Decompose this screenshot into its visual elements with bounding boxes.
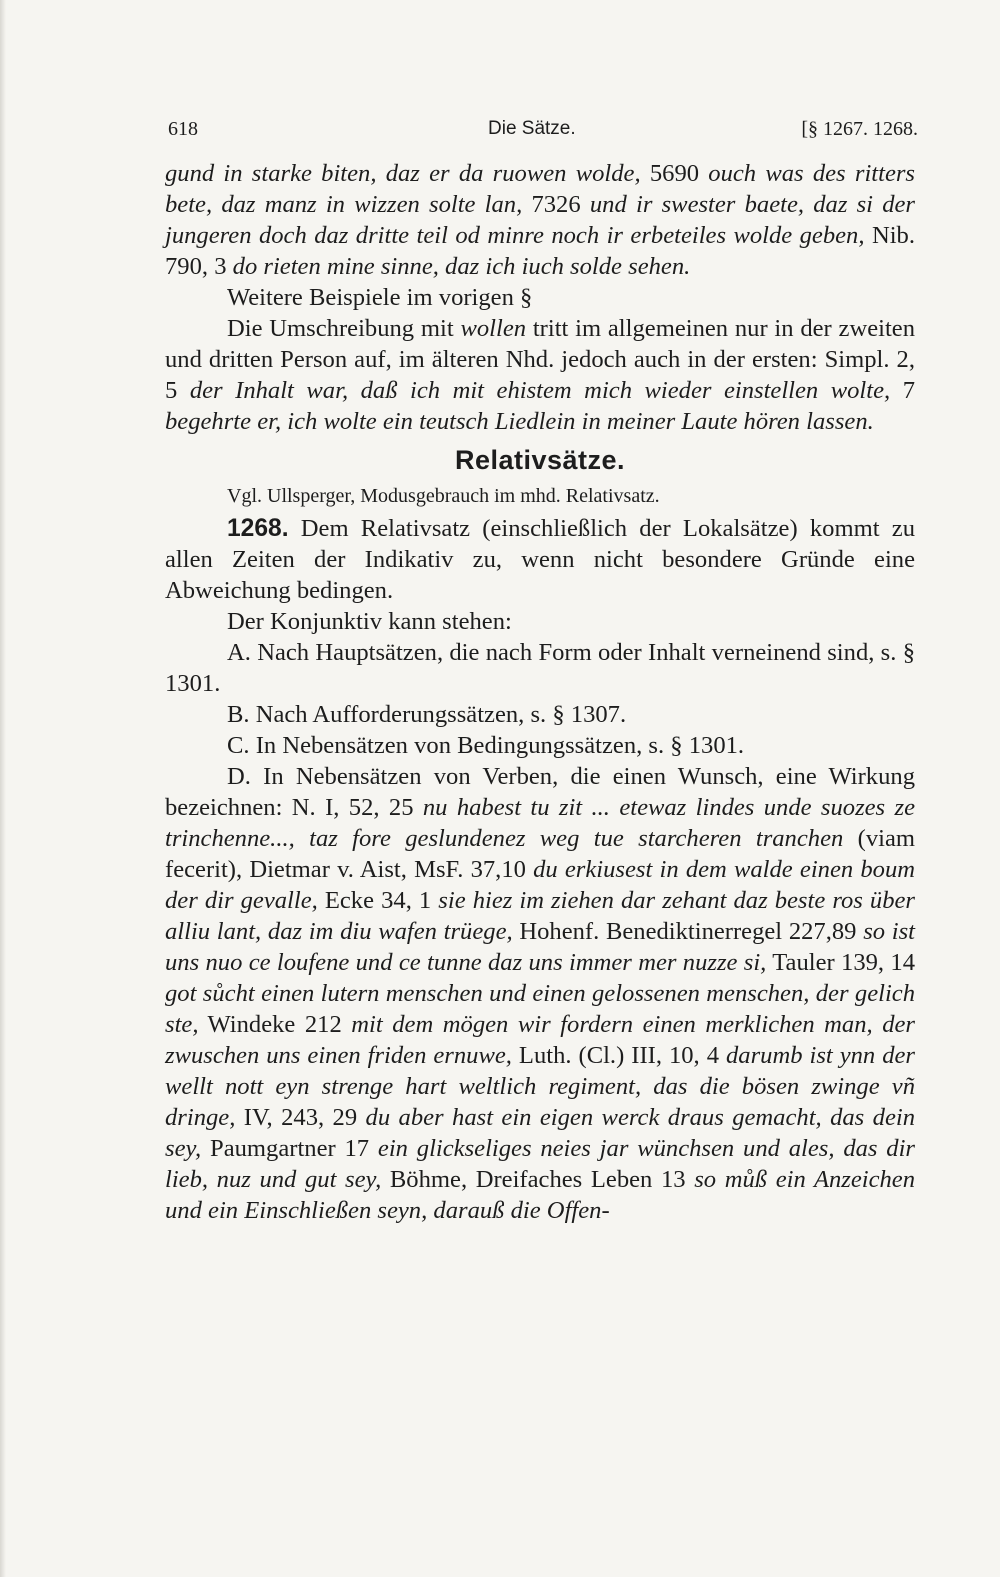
paragraph-number: 1268. <box>227 515 289 542</box>
paragraph-1268: 1268. Dem Relativsatz (einschließlich der Lokalsätze) kommt zu allen Zeiten der Indikativ zu, wenn nicht besondere Gründe eine Abweichung bedingen. <box>165 515 915 604</box>
list-item-d: D. In Nebensätzen von Verben, die einen Wunsch, eine Wirkung bezeichnen: N. I, 52, 25 nu habest tu zit ... etewaz lindes unde suozes ze trinchenne..., taz fore geslundenez weg tue starcheren tranchen (viam fecerit), Dietmar v. Aist, MsF. 37,10 du erkiusest in dem walde einen boum der dir gevalle, Ecke 34, 1 sie hiez im ziehen dar zehant daz beste ros über alliu lant, daz im diu wafen trüege, Hohenf. Benediktinerregel 227,89 so ist uns nuo ce loufene und ce tunne daz uns immer mer nuzze si, Tauler 139, 14 got sůcht einen lutern menschen und einen gelossenen menschen, der gelich ste, Windeke 212 mit dem mögen wir fordern einen merklichen man, der zwuschen uns einen friden ernuwe, Luth. (Cl.) III, 10, 4 darumb ist ynn der wellt nott eyn strenge hart weltlich regiment, das die bösen zwinge vñ dringe, IV, 243, 29 du aber hast ein eigen werck draus gemacht, das dein sey, Paumgartner 17 ein glickseliges neies jar wünchsen und ales, das dir lieb, nuz und gut sey, Böhme, Dreifaches Leben 13 so můß ein Anzeichen und ein Einschließen seyn, darauß die Offen- <box>165 763 916 1224</box>
konjunktiv-intro: Der Konjunktiv kann stehen: <box>227 608 512 635</box>
running-header <box>168 118 918 148</box>
section-heading: Relativsätze. <box>454 445 626 475</box>
main-text <box>165 158 915 1226</box>
list-item-b: B. Nach Aufforderungssätzen, s. § 1307. <box>227 701 627 728</box>
section-reference: [§ 1267. 1268. <box>801 118 918 140</box>
paragraph-umschreibung: Die Umschreibung mit wollen tritt im allgemeinen nur in der zweiten und dritten Person auf, im älteren Nhd. jedoch auch in der ersten: Simpl. 2, 5 der Inhalt war, daß ich mit ehistem mich wieder einstellen wolte, 7 begehrte er, ich wolte ein teutsch Liedlein in meiner Laute hören lassen. <box>165 315 915 435</box>
page-number: 618 <box>168 118 198 140</box>
running-title: Die Sätze. <box>488 118 576 139</box>
list-item-c: C. In Nebensätzen von Bedingungssätzen, s. § 1301. <box>227 732 745 759</box>
list-item-a: A. Nach Hauptsätzen, die nach Form oder Inhalt verneinend sind, s. § 1301. <box>165 639 915 697</box>
paragraph-examples: gund in starke biten, daz er da ruowen wolde, 5690 ouch was des ritters bete, daz manz in wizzen solte lan, 7326 und ir swester baete, daz si der jungeren doch daz dritte teil od minre noch ir erbeteiles wolde geben, Nib. 790, 3 do rieten mine sinne, daz ich iuch solde sehen. <box>165 160 916 280</box>
paragraph-weitere: Weitere Beispiele im vorigen § <box>227 284 533 311</box>
literature-reference: Vgl. Ullsperger, Modusgebrauch im mhd. Relativsatz. <box>227 485 660 507</box>
